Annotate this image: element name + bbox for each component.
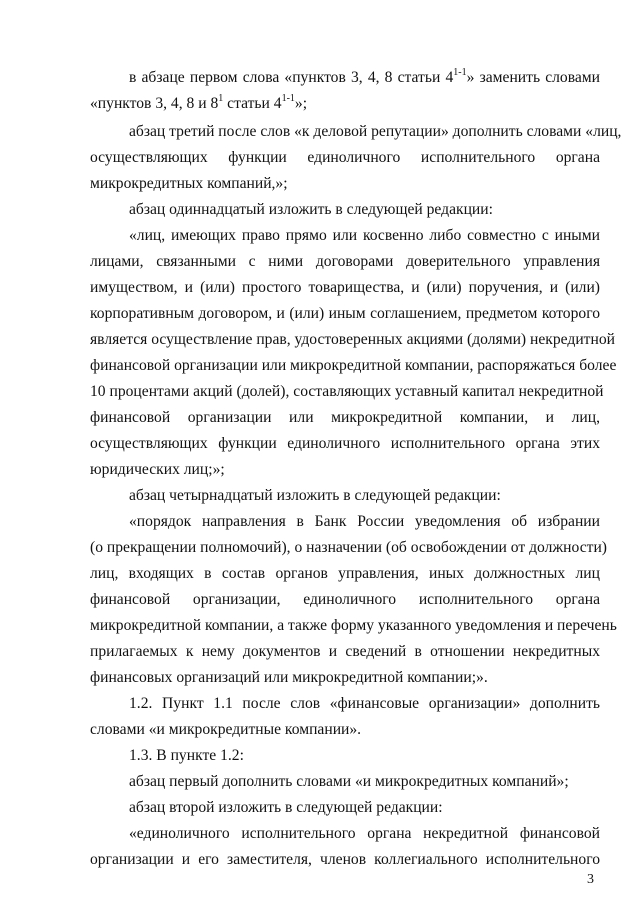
text-line-13: 10 процентами акций (долей), составляющих уставный капитал некредитной <box>90 383 604 400</box>
page-number: 3 <box>587 872 594 887</box>
text-line-14: финансовой организации или микрокредитной компании, и лиц, <box>90 409 600 426</box>
text-line-24: финансовых организаций или микрокредитной компании;». <box>90 669 488 686</box>
text-line-22: микрокредитной компании, а также форму указанного уведомления и перечень <box>90 617 617 634</box>
text-line-21: финансовой организации, единоличного исполнительного органа <box>90 591 600 608</box>
text-line-12: финансовой организации или микрокредитной компании, распоряжаться более <box>90 357 617 374</box>
text-line-18: «порядок направления в Банк России уведомления об избрании <box>129 513 600 530</box>
text-line-30: «единоличного исполнительного органа некредитной финансовой <box>129 825 600 842</box>
text-line-25: 1.2. Пункт 1.1 после слов «финансовые организации» дополнить <box>129 695 600 712</box>
text-line-7: «лиц, имеющих право прямо или косвенно либо совместно с иными <box>129 227 600 244</box>
text-line-16: юридических лиц;»; <box>90 461 225 478</box>
text-line-28: абзац первый дополнить словами «и микрокредитных компаний»; <box>129 773 569 790</box>
text-line-15: осуществляющих функции единоличного исполнительного органа этих <box>90 435 600 452</box>
text-line-6: абзац одиннадцатый изложить в следующей редакции: <box>129 201 493 218</box>
text-line-11: является осуществление прав, удостоверенных акциями (долями) некредитной <box>90 331 615 348</box>
text-line-26: словами «и микрокредитные компании». <box>90 721 362 738</box>
text-line-20: лиц, входящих в состав органов управления, иных должностных лиц <box>90 565 600 582</box>
text-line-1: в абзаце первом слова «пунктов 3, 4, 8 статьи 4$^{1-1}$» заменить словами <box>129 66 600 86</box>
text-line-5: микрокредитных компаний,»; <box>90 175 288 192</box>
text-line-31: организации и его заместителя, членов коллегиального исполнительного <box>90 851 600 868</box>
text-line-19: (о прекращении полномочий), о назначении (об освобождении от должности) <box>90 539 607 556</box>
text-line-29: абзац второй изложить в следующей редакции: <box>129 799 443 816</box>
text-line-10: корпоративным договором, и (или) иным соглашением, предметом которого <box>90 305 600 322</box>
text-line-27: 1.3. В пункте 1.2: <box>129 747 244 764</box>
text-line-23: прилагаемых к нему документов и сведений в отношении некредитных <box>90 643 600 660</box>
text-line-8: лицами, связанными с ними договорами доверительного управления <box>90 253 600 270</box>
text-line-3: абзац третий после слов «к деловой репутации» дополнить словами «лиц, <box>129 123 622 140</box>
text-line-2: «пунктов 3, 4, 8 и $8^1$ статьи 4$^{1-1}$»; <box>90 92 308 112</box>
text-line-17: абзац четырнадцатый изложить в следующей редакции: <box>129 487 501 504</box>
text-line-9: имуществом, и (или) простого товарищества, и (или) поручения, и (или) <box>90 279 600 296</box>
text-line-4: осуществляющих функции единоличного исполнительного органа <box>90 149 600 166</box>
